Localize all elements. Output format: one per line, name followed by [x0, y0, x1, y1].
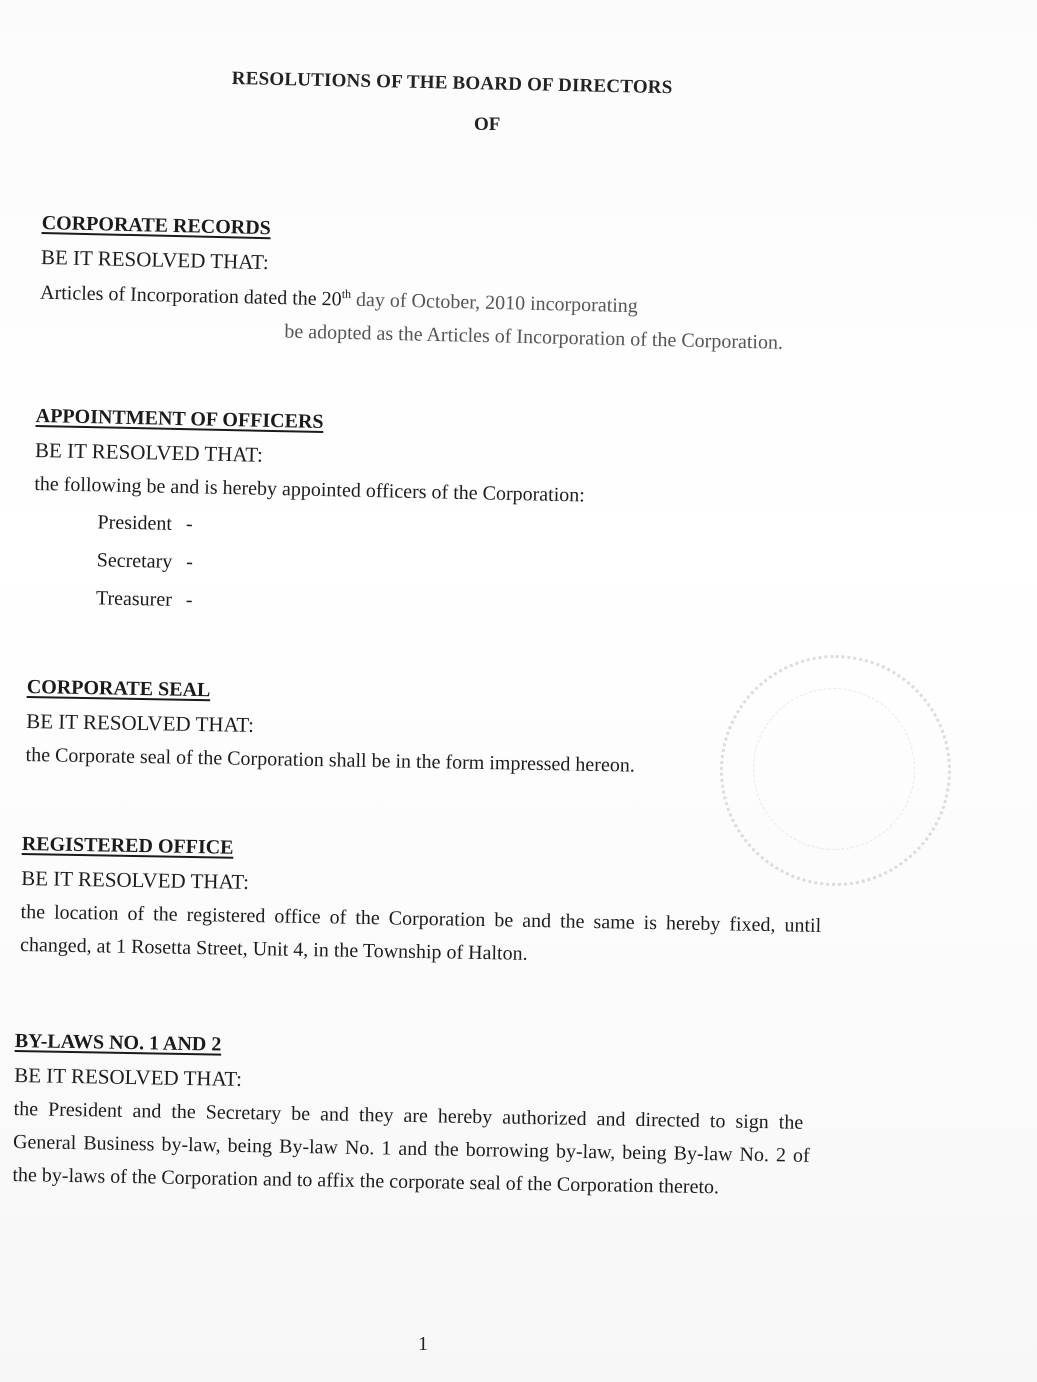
- body-text: Articles of Incorporation dated the 20: [39, 281, 342, 311]
- ordinal-suffix: th: [341, 286, 352, 302]
- body-text: day of October, 2010 incorporating: [350, 288, 639, 318]
- officer-dash: -: [185, 589, 193, 612]
- officer-title: President: [97, 511, 173, 535]
- document-title-of: OF: [474, 114, 501, 135]
- body-line: the Corporate seal of the Corporation shall be in the form impressed hereon.: [25, 743, 636, 777]
- resolved-clause: BE IT RESOLVED THAT:: [26, 708, 255, 737]
- officer-dash: -: [186, 551, 194, 574]
- resolved-clause: BE IT RESOLVED THAT:: [40, 244, 270, 275]
- resolved-clause: BE IT RESOLVED THAT:: [14, 1062, 243, 1091]
- officer-dash: -: [185, 513, 193, 536]
- section-heading: CORPORATE RECORDS: [41, 212, 272, 240]
- section-registered-office: [20, 833, 823, 971]
- section-heading: APPOINTMENT OF OFFICERS: [35, 405, 324, 434]
- section-corporate-seal: [25, 676, 636, 778]
- section-heading: BY-LAWS NO. 1 AND 2: [14, 1030, 222, 1056]
- officer-title: Secretary: [96, 549, 173, 573]
- body-line: General Business by-law, being By-law No. 1 and the borrowing by-law, being By-law No. 2 of: [12, 1130, 810, 1167]
- seal-inner-ring: [753, 688, 915, 850]
- resolved-clause: BE IT RESOLVED THAT:: [21, 865, 250, 894]
- body-line: [40, 280, 784, 322]
- officer-list: [96, 503, 585, 627]
- officer-title: Treasurer: [95, 587, 173, 611]
- section-bylaws: [12, 1030, 811, 1201]
- body-line: changed, at 1 Rosetta Street, Unit 4, in the Township of Halton.: [19, 933, 528, 965]
- resolved-clause: BE IT RESOLVED THAT:: [34, 437, 264, 467]
- section-heading: CORPORATE SEAL: [26, 676, 211, 702]
- section-heading: REGISTERED OFFICE: [21, 833, 234, 859]
- body-line: the following be and is hereby appointed officers of the Corporation:: [34, 472, 586, 507]
- body-line: the President and the Secretary be and they are hereby authorized and directed to sign the: [13, 1097, 804, 1134]
- body-line: the location of the registered office of the Corporation be and the same is hereby fixed, until: [20, 900, 822, 937]
- document-title: RESOLUTIONS OF THE BOARD OF DIRECTORS: [231, 68, 673, 99]
- body-line: the by-laws of the Corporation and to affix the corporate seal of the Corporation thereto.: [12, 1163, 720, 1199]
- section-corporate-records: [39, 212, 785, 354]
- section-appointment-of-officers: [32, 405, 587, 627]
- page-number: 1: [418, 1333, 428, 1355]
- body-line: be adopted as the Articles of Incorporation of the Corporation.: [284, 320, 784, 354]
